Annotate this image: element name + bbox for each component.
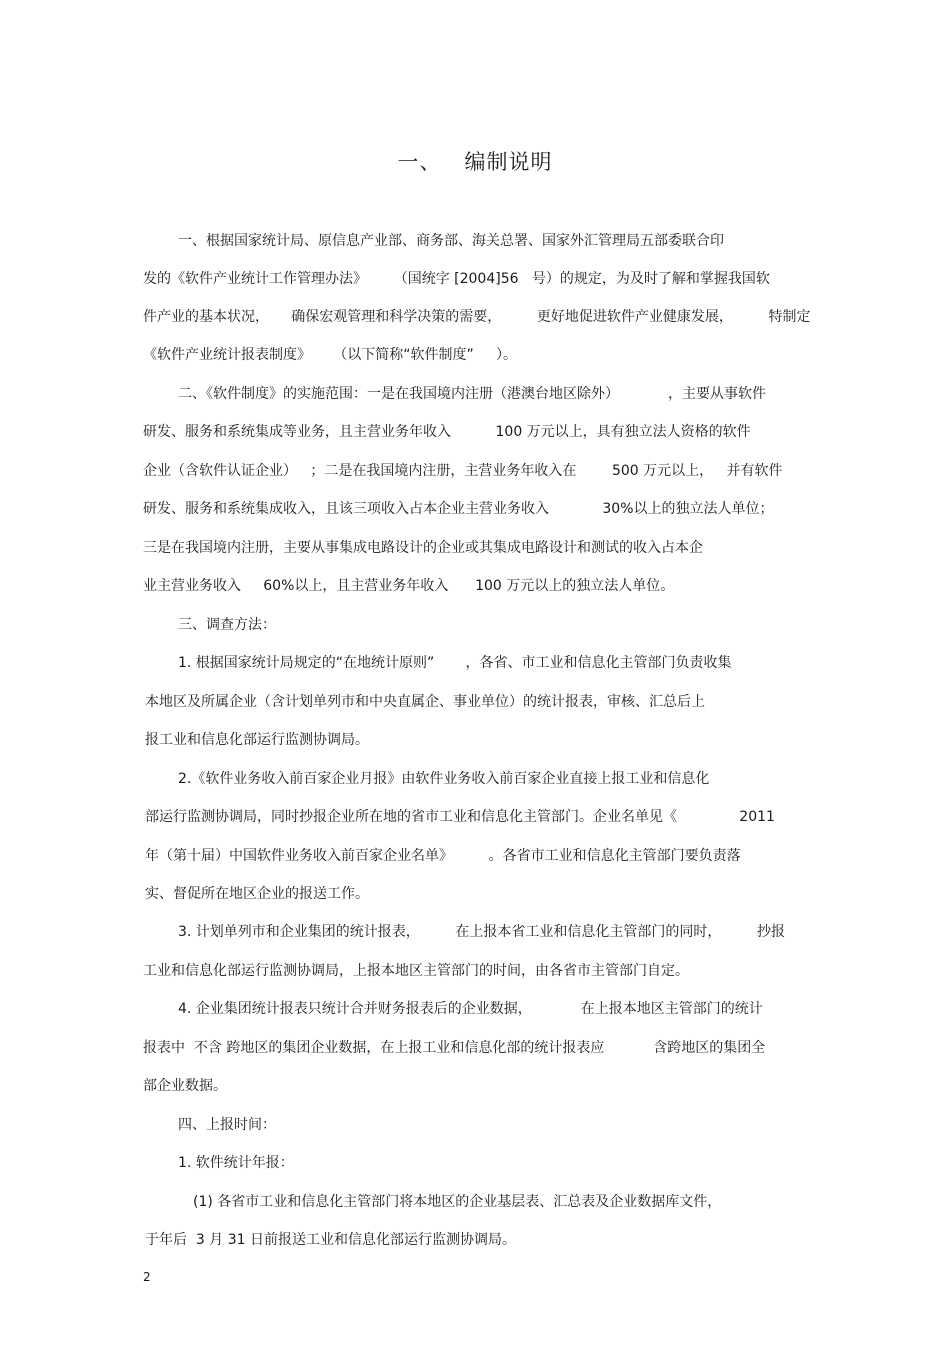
paragraph-line: 业主营业务收入 60%以上，且主营业务年收入 100 万元以上的独立法人单位。	[143, 578, 675, 594]
page-title: 一、 编制说明	[397, 150, 553, 174]
paragraph-line: 研发、服务和系统集成收入，且该三项收入占本企业主营业务收入 30%以上的独立法人单位；	[143, 501, 774, 517]
paragraph-line: 部运行监测协调局，同时抄报企业所在地的省市工业和信息化主管部门。企业名单见《 2011	[145, 809, 775, 825]
paragraph-line: 件产业的基本状况， 确保宏观管理和科学决策的需要， 更好地促进软件产业健康发展， 特制定	[143, 309, 811, 325]
paragraph-line: 一、根据国家统计局、原信息产业部、商务部、海关总署、国家外汇管理局五部委联合印	[178, 233, 724, 249]
paragraph-line: 报工业和信息化部运行监测协调局。	[145, 732, 369, 748]
section-heading: 三、调查方法：	[178, 617, 276, 633]
page-number: 2	[143, 1270, 151, 1284]
paragraph-line: 实、督促所在地区企业的报送工作。	[145, 886, 369, 902]
paragraph-line: 1. 软件统计年报：	[178, 1155, 294, 1171]
paragraph-line: 《软件产业统计报表制度》 （以下简称“软件制度” ）。	[143, 347, 518, 363]
paragraph-line: 工业和信息化部运行监测协调局，上报本地区主管部门的时间，由各省市主管部门自定。	[143, 963, 689, 979]
paragraph-line: 报表中 不含 跨地区的集团企业数据，在上报工业和信息化部的统计报表应 含跨地区的集团全	[143, 1040, 766, 1056]
paragraph-line: 企业（含软件认证企业） ；二是在我国境内注册，主营业务年收入在 500 万元以上， 并有软件	[143, 463, 783, 479]
paragraph-line: 于年后 3 月 31 日前报送工业和信息化部运行监测协调局。	[145, 1232, 516, 1248]
paragraph-line: 1. 根据国家统计局规定的“在地统计原则” ，各省、市工业和信息化主管部门负责收集	[178, 655, 732, 671]
paragraph-line: 4. 企业集团统计报表只统计合并财务报表后的企业数据， 在上报本地区主管部门的统计	[178, 1001, 763, 1017]
paragraph-line: 本地区及所属企业（含计划单列市和中央直属企、事业单位）的统计报表，审核、汇总后上	[145, 694, 705, 710]
paragraph-line: 二、《软件制度》的实施范围：一是在我国境内注册（港澳台地区除外） ，主要从事软件	[178, 386, 766, 402]
paragraph-line: 2.《软件业务收入前百家企业月报》由软件业务收入前百家企业直接上报工业和信息化	[178, 771, 710, 787]
paragraph-line: 发的《软件产业统计工作管理办法》 （国统字 [2004]56 号）的规定，为及时了解和掌握我国软	[143, 271, 770, 287]
paragraph-line: 年（第十届）中国软件业务收入前百家企业名单》 。各省市工业和信息化主管部门要负责落	[145, 848, 741, 864]
paragraph-line: 3. 计划单列市和企业集团的统计报表， 在上报本省工业和信息化主管部门的同时， 抄报	[178, 924, 786, 940]
section-heading: 四、上报时间：	[178, 1117, 276, 1133]
paragraph-line: (1) 各省市工业和信息化主管部门将本地区的企业基层表、汇总表及企业数据库文件，	[193, 1194, 722, 1210]
paragraph-line: 部企业数据。	[143, 1078, 227, 1094]
paragraph-line: 研发、服务和系统集成等业务，且主营业务年收入 100 万元以上，具有独立法人资格的软件	[143, 424, 751, 440]
paragraph-line: 三是在我国境内注册，主要从事集成电路设计的企业或其集成电路设计和测试的收入占本企	[143, 540, 703, 556]
